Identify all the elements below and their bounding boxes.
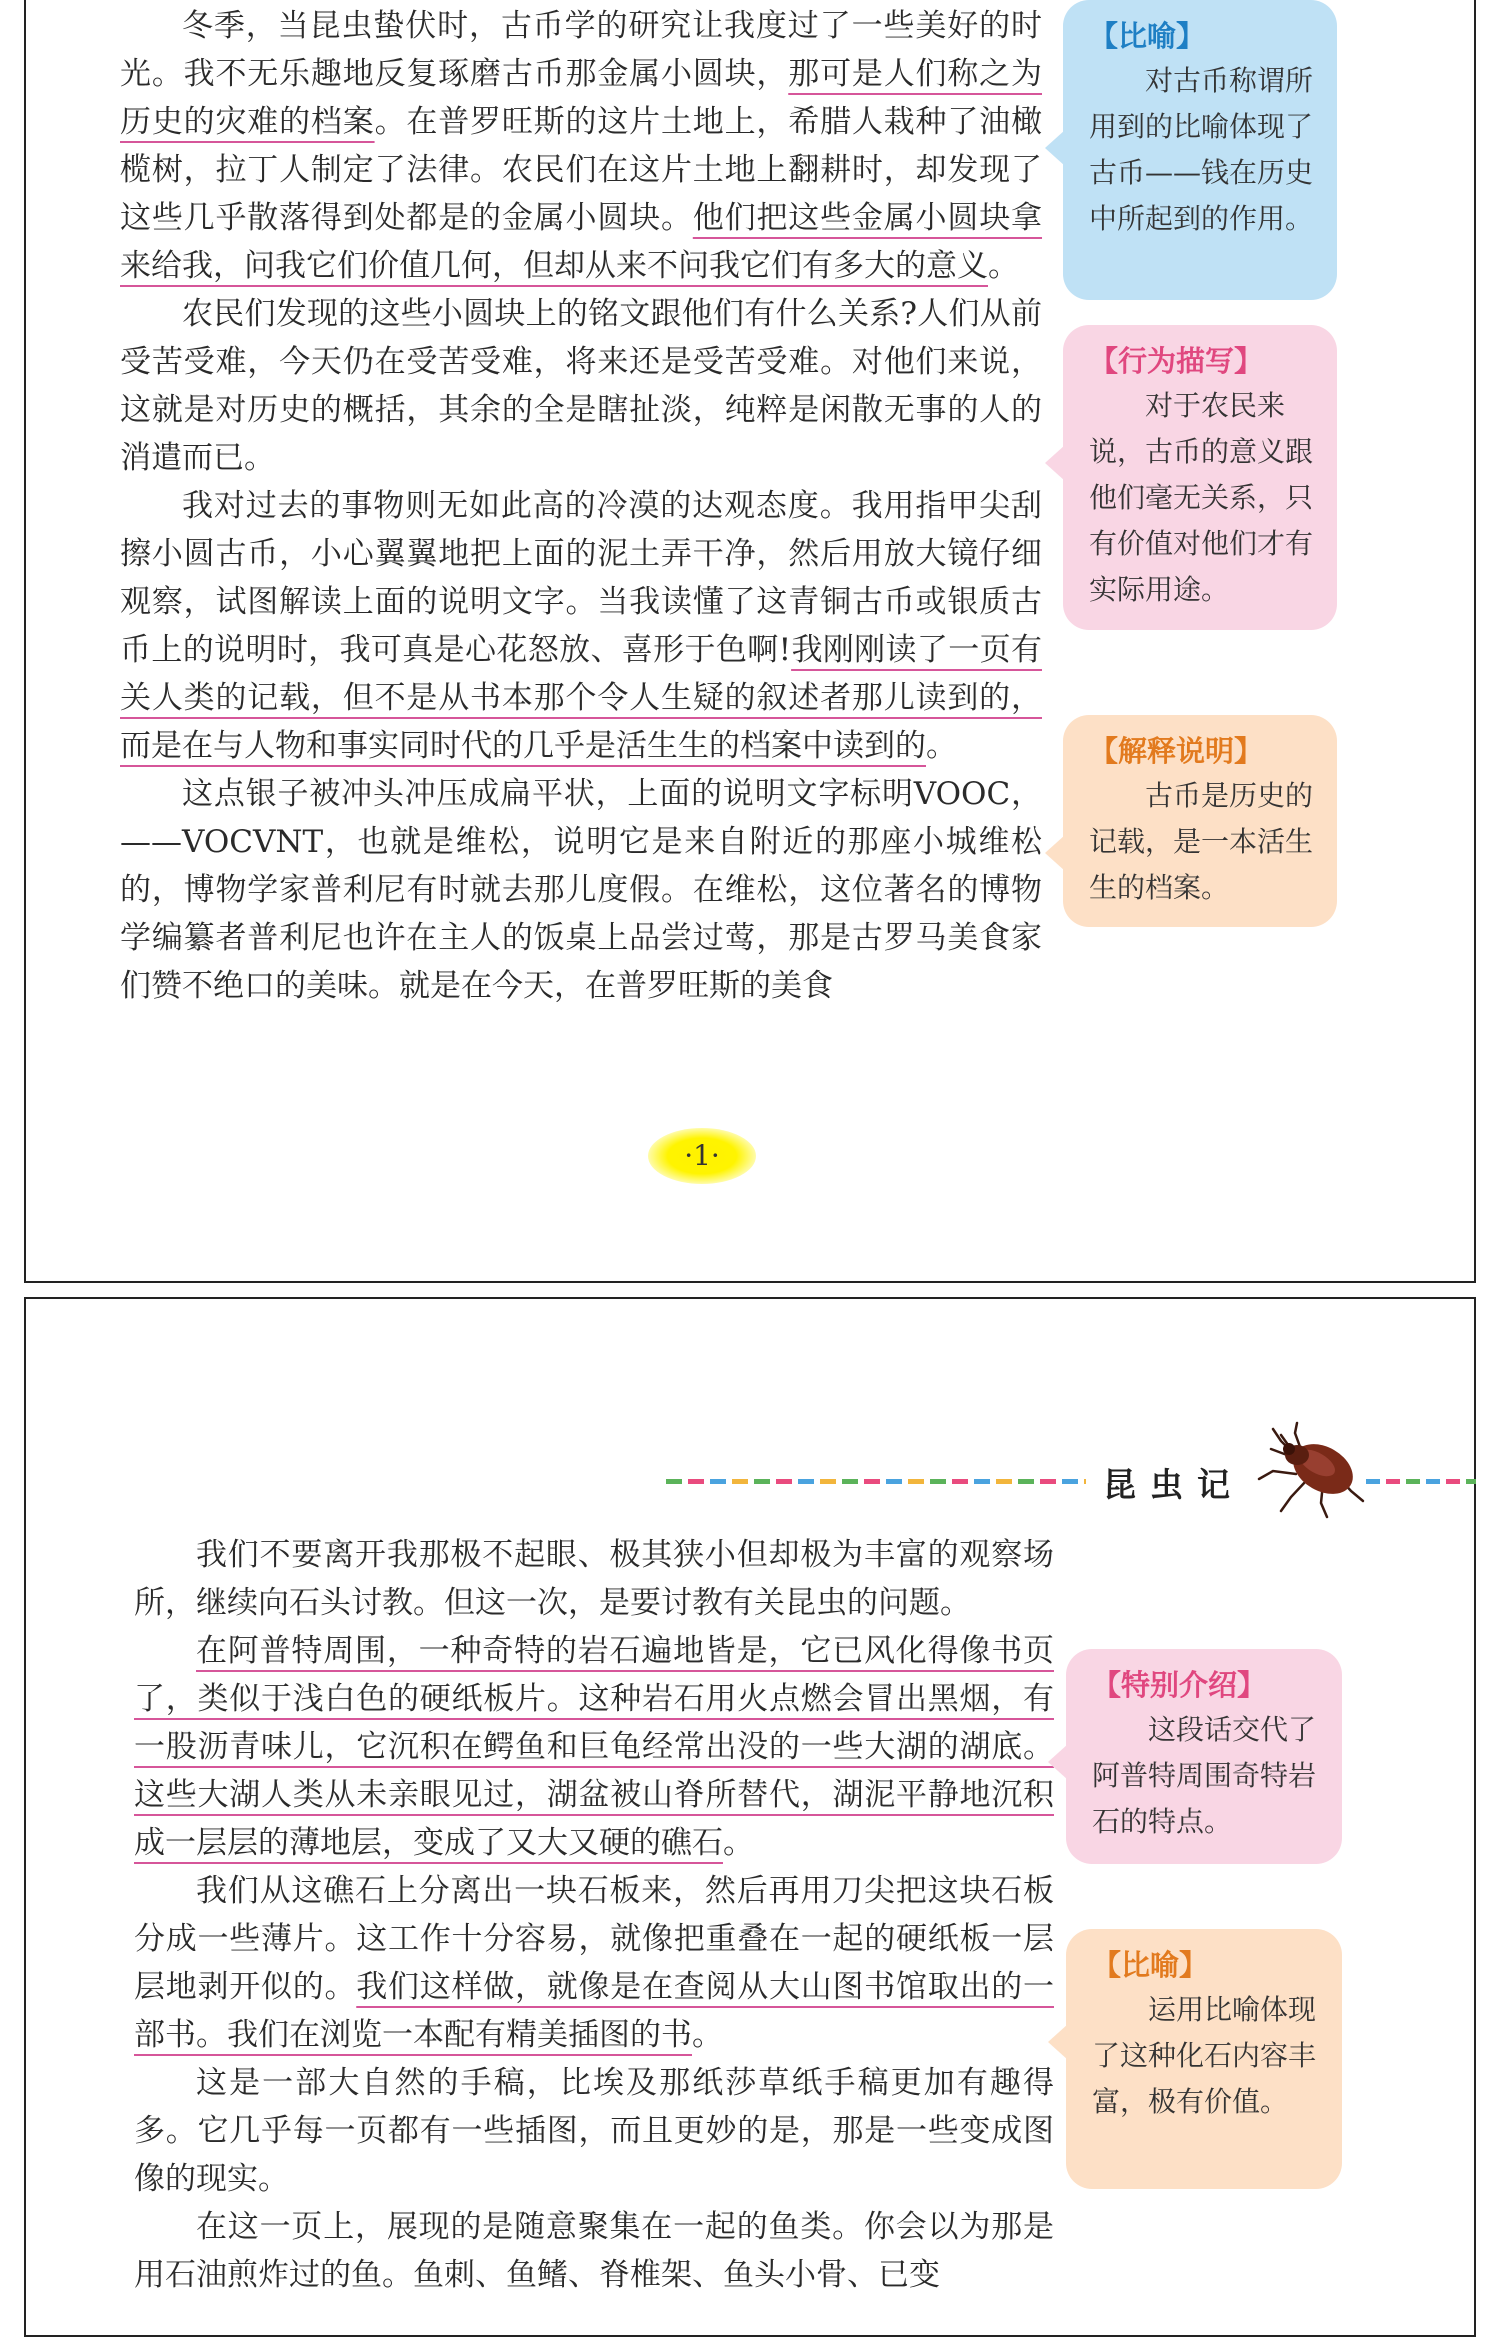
page-number: ·1· (648, 1128, 756, 1184)
text-run: 农民们发现的这些小圆块上的铭文跟他们有什么关系?人们从前受苦受难，今天仍在受苦受难，将来还是受苦受难。对他们来说，这就是对历史的概括，其余的全是瞎扯淡，纯粹是闲散无事的人的消遣而已。 (120, 296, 1042, 476)
header-decorative-rule (666, 1479, 1086, 1484)
annotation-note (1066, 1929, 1342, 2189)
note-body: 对古币称谓所用到的比喻体现了古币——钱在历史中所起到的作用。 (1089, 64, 1314, 235)
annotation-note (1063, 715, 1337, 927)
note-title: 【解释说明】 (1089, 734, 1264, 768)
text-run: 我们从这礁石上分离出一块石板来，然后再用刀尖把这块石板分成一些薄片。这工作十分容易，就像把重叠在一起的硬纸板一层层地剥开似的。 (134, 1873, 1054, 2005)
note-body: 这段话交代了阿普特周围奇特岩石的特点。 (1092, 1713, 1317, 1838)
underlined-text: 在阿普特周围，一种奇特的岩石遍地皆是，它已风化得像书页了，类似于浅白色的硬纸板片。这种岩石用火点燃会冒出黑烟，有一股沥青味儿，它沉积在鳄鱼和巨龟经常出没的一些大湖的湖底。这些大湖人类从未亲眼见过，湖盆被山脊所替代，湖泥平静地沉积成一层层的薄地层，变成了又大又硬的礁石 (134, 1633, 1054, 1861)
underlined-text: 我们这样做，就像是在查阅从大山图书馆取出的一部书。我们在浏览一本配有精美插图的书 (134, 1969, 1054, 2053)
note-body: 运用比喻体现了这种化石内容丰富，极有价值。 (1092, 1993, 1317, 2118)
text-run: 。 (926, 728, 957, 764)
text-run: 。 (988, 248, 1019, 284)
paragraph (134, 2203, 1054, 2299)
underlined-text: 那可是人们称之为历史的灾难的档案 (120, 56, 1042, 140)
text-run: 这是一部大自然的手稿，比埃及那纸莎草纸手稿更加有趣得多。它几乎每一页都有一些插图，而且更妙的是，那是一些变成图像的现实。 (134, 2065, 1054, 2197)
paragraph (134, 1867, 1054, 2059)
book-page-2 (24, 1297, 1476, 2337)
note-title: 【比喻】 (1092, 1948, 1209, 1982)
annotation-note (1063, 325, 1337, 630)
text-run: 冬季，当昆虫蛰伏时，古币学的研究让我度过了一些美好的时光。我不无乐趣地反复琢磨古币那金属小圆块， (120, 8, 1042, 92)
annotation-note (1066, 1649, 1342, 1864)
paragraph (120, 290, 1042, 482)
text-run: 。在普罗旺斯的这片土地上，希腊人栽种了油橄榄树，拉丁人制定了法律。农民们在这片土地上翻耕时，却发现了这些几乎散落得到处都是的金属小圆块。 (120, 104, 1043, 236)
paragraph (120, 482, 1042, 770)
note-title: 【行为描写】 (1089, 344, 1264, 378)
note-body: 对于农民来说，古币的意义跟他们毫无关系，只有价值对他们才有实际用途。 (1089, 389, 1314, 606)
annotation-note (1063, 0, 1337, 300)
paragraph (120, 2, 1042, 290)
text-run: 。 (692, 2017, 723, 2053)
paragraph (134, 1531, 1054, 1627)
header-decorative-rule (1366, 1479, 1476, 1484)
text-run: 我对过去的事物则无如此高的冷漠的达观态度。我用指甲尖刮擦小圆古币，小心翼翼地把上面的泥土弄干净，然后用放大镜仔细观察，试图解读上面的说明文字。当我读懂了这青铜古币或银质古币上的说明时，我可真是心花怒放、喜形于色啊! (120, 488, 1042, 668)
note-title: 【比喻】 (1089, 19, 1206, 53)
book-page-1 (24, 0, 1476, 1283)
running-header-title: 昆虫记 (1103, 1465, 1244, 1504)
text-run: 在这一页上，展现的是随意聚集在一起的鱼类。你会以为那是用石油煎炸过的鱼。鱼刺、鱼鳍、脊椎架、鱼头小骨、已变 (134, 2209, 1054, 2293)
note-body: 古币是历史的记载，是一本活生生的档案。 (1089, 779, 1314, 904)
paragraph (134, 2059, 1054, 2203)
text-run: 我们不要离开我那极不起眼、极其狭小但却极为丰富的观察场所，继续向石头讨教。但这一次，是要讨教有关昆虫的问题。 (134, 1537, 1054, 1621)
text-run: 。 (723, 1825, 754, 1861)
paragraph (134, 1627, 1054, 1867)
note-title: 【特别介绍】 (1092, 1668, 1267, 1702)
beetle-icon (1251, 1419, 1371, 1519)
text-run: 这点银子被冲头冲压成扁平状，上面的说明文字标明VOOC，——VOCVNT，也就是维松，说明它是来自附近的那座小城维松的，博物学家普利尼有时就去那儿度假。在维松，这位著名的博物学编纂者普利尼也许在主人的饭桌上品尝过莺，那是古罗马美食家们赞不绝口的美味。就是在今天，在普罗旺斯的美食 (120, 776, 1042, 1004)
underlined-text: 他们把这些金属小圆块拿来给我，问我它们价值几何，但却从来不问我它们有多大的意义 (120, 200, 1043, 284)
underlined-text: 我刚刚读了一页有关人类的记载，但不是从书本那个令人生疑的叙述者那儿读到的，而是在与人物和事实同时代的几乎是活生生的档案中读到的 (120, 632, 1042, 764)
paragraph (120, 770, 1042, 1010)
page2-body-text (134, 1531, 1054, 2299)
page1-body-text (120, 2, 1042, 1010)
